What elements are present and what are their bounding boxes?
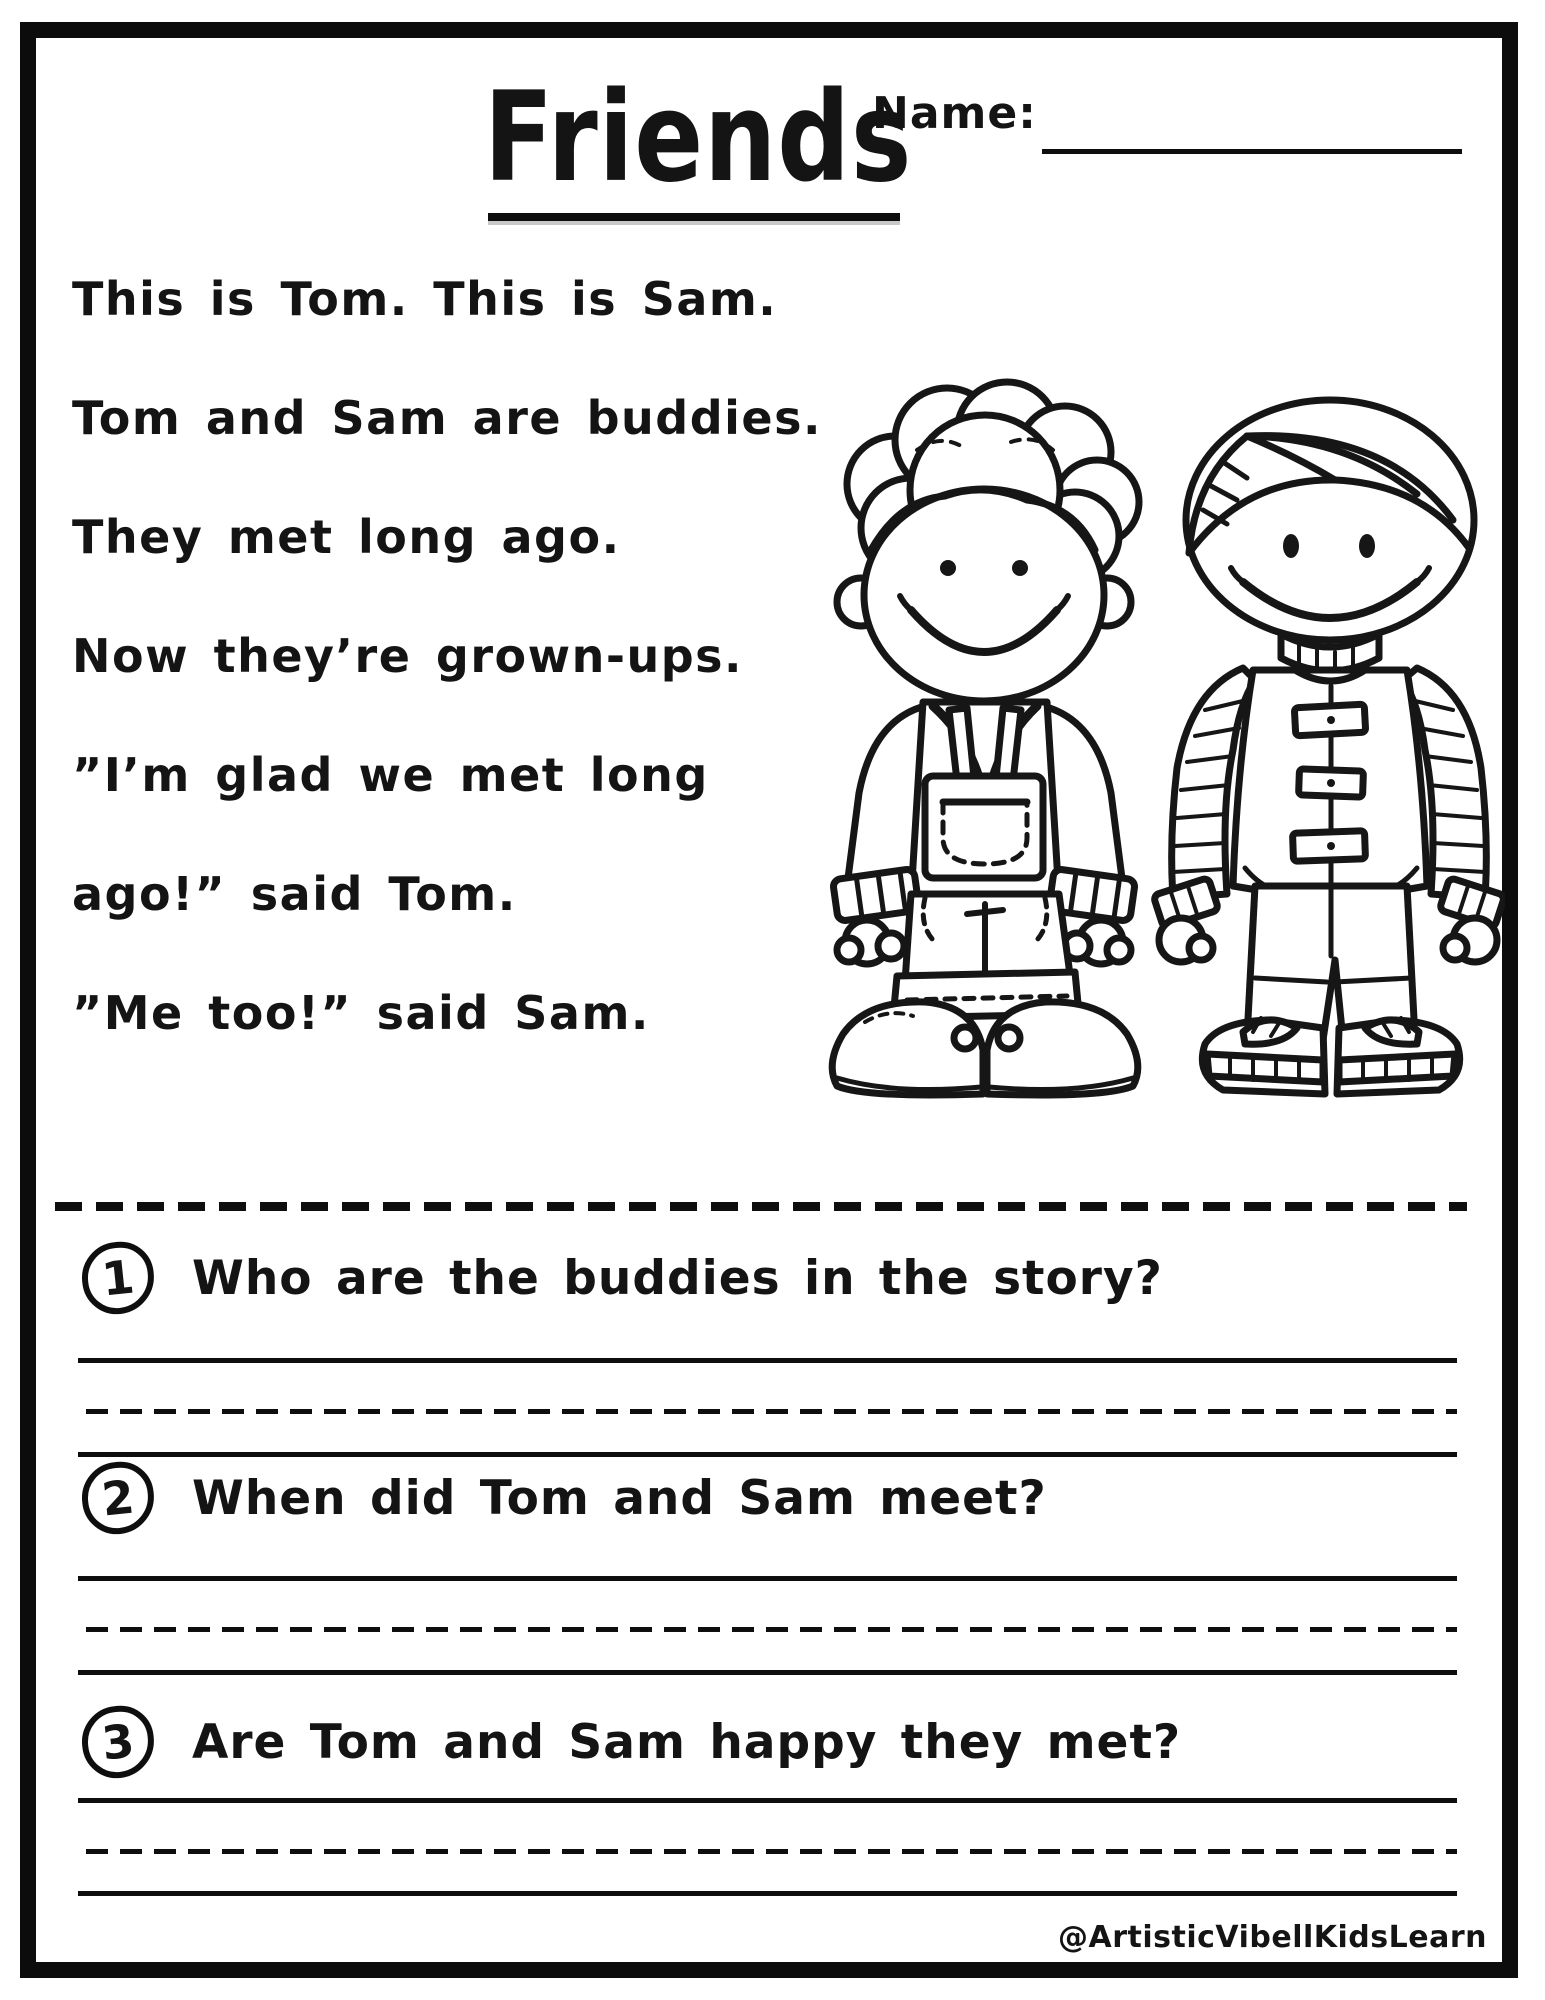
story-line: Tom and Sam are buddies. — [72, 391, 822, 445]
story-line: They met long ago. — [72, 510, 621, 564]
story-line: ”I’m glad we met long — [72, 748, 709, 802]
question-3 — [82, 1706, 1181, 1778]
name-label: Name: — [872, 88, 1037, 139]
tom-and-sam-illustration — [775, 338, 1505, 1120]
story-text — [72, 240, 822, 1073]
story-line: Now they’re grown-ups. — [72, 629, 743, 683]
question-3-text: Are Tom and Sam happy they met? — [192, 1714, 1182, 1770]
answer-line-dashed[interactable] — [86, 1849, 1457, 1854]
question-2-number: 2 — [78, 1458, 157, 1537]
title-underline — [488, 213, 900, 221]
character-tom — [832, 382, 1139, 1095]
answer-line-solid[interactable] — [78, 1670, 1457, 1675]
answer-line-solid[interactable] — [78, 1576, 1457, 1581]
question-3-number: 3 — [78, 1702, 157, 1781]
question-2 — [82, 1462, 1047, 1534]
question-2-text: When did Tom and Sam meet? — [192, 1470, 1047, 1526]
author-credit: @ArtisticVibellKidsLearn — [1058, 1920, 1487, 1955]
answer-line-dashed[interactable] — [86, 1627, 1457, 1632]
question-1-text: Who are the buddies in the story? — [192, 1250, 1163, 1306]
section-divider-dashed — [55, 1202, 1467, 1211]
answer-line-solid[interactable] — [78, 1358, 1457, 1363]
answer-line-solid[interactable] — [78, 1798, 1457, 1803]
story-line: ago!” said Tom. — [72, 867, 517, 921]
name-blank-line[interactable] — [1042, 149, 1462, 154]
question-1 — [82, 1242, 1163, 1314]
story-line: This is Tom. This is Sam. — [72, 272, 778, 326]
answer-line-solid[interactable] — [78, 1891, 1457, 1896]
page-title: Friends — [483, 66, 913, 210]
story-line: ”Me too!” said Sam. — [72, 986, 650, 1040]
character-sam — [1153, 400, 1505, 1094]
answer-line-solid[interactable] — [78, 1452, 1457, 1457]
question-1-number: 1 — [78, 1238, 157, 1317]
answer-line-dashed[interactable] — [86, 1409, 1457, 1414]
